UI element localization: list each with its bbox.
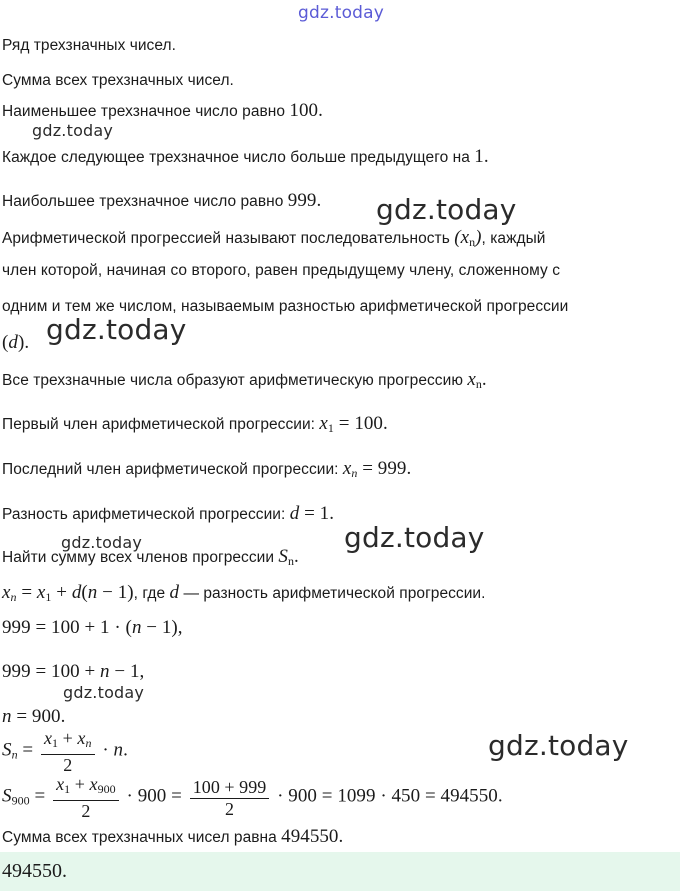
sum-formula: $S_n$ = $\frac{x_1 + x_n}{2}$ · n. [2, 728, 128, 775]
condition-line: Ряд трехзначных чисел. [2, 37, 176, 54]
watermark: gdz.today [488, 729, 629, 762]
equation-result: n = 900. [2, 706, 66, 727]
progression-line: Все трехзначные числа образуют арифметическую прогрессию $x_n$. [2, 369, 487, 391]
watermark: gdz.today [376, 193, 517, 226]
general-term-formula: $x_n = x_1 + d(n - 1)$, где d — разность арифметической прогрессии. [2, 582, 486, 604]
equation-step-1: 999 = 100 + 1 · (n − 1), [2, 617, 183, 638]
find-sum-line: Найти сумму всех членов прогрессии $S_n$. [2, 546, 299, 568]
definition-line-4: (d). [2, 332, 30, 353]
watermark: gdz.today [32, 121, 114, 140]
watermark: gdz.today [63, 683, 145, 702]
fraction: $\frac{x_1 + x_{900}}{2}$ [53, 773, 119, 821]
difference-line: Разность арифметической прогрессии: d = 1. [2, 503, 334, 524]
fraction: $\frac{x_1 + x_n}{2}$ [41, 727, 95, 775]
watermark: gdz.today [61, 533, 143, 552]
last-term-line: Последний член арифметической прогрессии: $x_n = 999$. [2, 458, 412, 480]
fraction: $\frac{100 + 999}{2}$ [190, 776, 270, 819]
sum-calculation: $S_{900}$ = $\frac{x_1 + x_{900}}{2}$ · 900 = $\frac{100 + 999}{2}$ · 900 = 1099 · 450 = 494550. [2, 774, 503, 821]
sequence-notation: $(x_n)$ [454, 227, 482, 249]
watermark-top: gdz.today [298, 3, 385, 23]
step-line: Каждое следующее трехзначное число больше предыдущего на 1. [2, 146, 489, 167]
first-term-line: Первый член арифметической прогрессии: $x_1 = 100$. [2, 413, 388, 435]
answer-value: 494550. [2, 860, 67, 882]
definition-line-2: член которой, начиная со второго, равен предыдущему члену, сложенному с [2, 262, 561, 279]
question-line: Сумма всех трехзначных чисел. [2, 72, 234, 89]
definition-line-1: Арифметической прогрессией называют последовательность $(x_n)$, каждый [2, 227, 546, 249]
largest-number-line: Наибольшее трехзначное число равно 999. [2, 190, 322, 211]
conclusion-line: Сумма всех трехзначных чисел равна 494550. [2, 826, 344, 847]
definition-line-3: одним и тем же числом, называемым разностью арифметической прогрессии [2, 298, 569, 315]
answer-box [0, 852, 680, 891]
watermark: gdz.today [46, 313, 187, 346]
watermark: gdz.today [344, 521, 485, 554]
smallest-number-line: Наименьшее трехзначное число равно 100. [2, 100, 323, 121]
equation-step-2: 999 = 100 + n − 1, [2, 661, 145, 682]
